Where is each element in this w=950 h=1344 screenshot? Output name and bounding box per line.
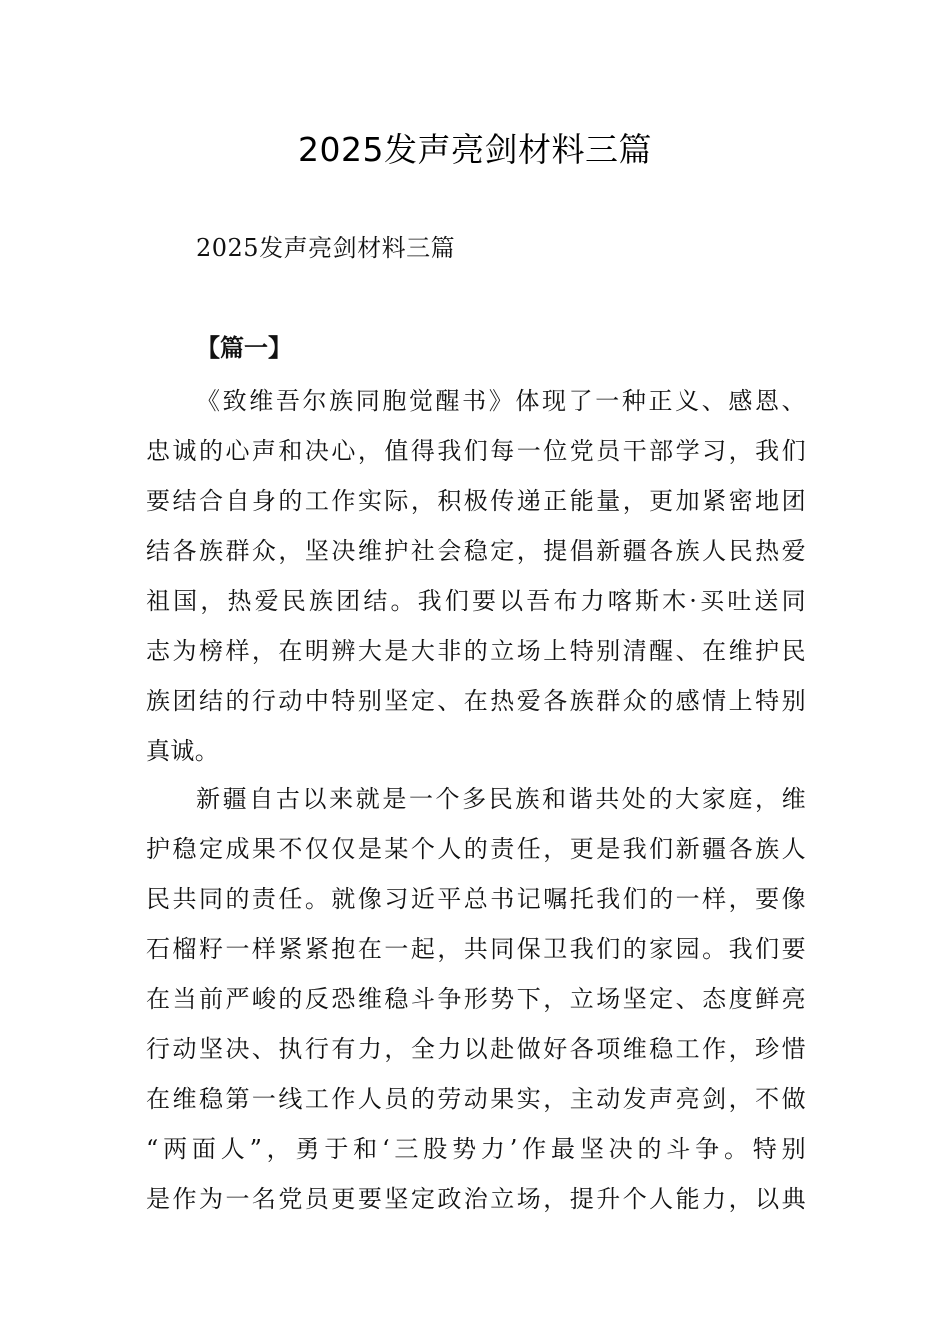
paragraph-line: 新疆自古以来就是一个多民族和谐共处的大家庭，维 (196, 785, 806, 813)
paragraph-line: 祖国，热爱民族团结。我们要以吾布力喀斯木·买吐送同 (146, 587, 806, 615)
paragraph-1 (146, 376, 806, 776)
paragraph-line: 真诚。 (146, 737, 220, 765)
paragraph-line: 族团结的行动中特别坚定、在热爱各族群众的感情上特别 (146, 687, 806, 715)
section-heading: 【篇一】 (196, 333, 292, 362)
paragraph-2 (146, 774, 806, 1224)
document-title: 2025发声亮剑材料三篇 (298, 130, 652, 169)
paragraph-line: 在维稳第一线工作人员的劳动果实，主动发声亮剑，不做 (146, 1085, 806, 1113)
paragraph-line: 行动坚决、执行有力，全力以赴做好各项维稳工作，珍惜 (146, 1035, 806, 1063)
paragraph-line: 志为榜样，在明辨大是大非的立场上特别清醒、在维护民 (146, 637, 806, 665)
paragraph-line: 石榴籽一样紧紧抱在一起，共同保卫我们的家园。我们要 (146, 935, 806, 963)
paragraph-line: 护稳定成果不仅仅是某个人的责任，更是我们新疆各族人 (146, 835, 806, 863)
document-subtitle: 2025发声亮剑材料三篇 (196, 234, 456, 262)
paragraph-line: 忠诚的心声和决心，值得我们每一位党员干部学习，我们 (146, 437, 806, 465)
paragraph-line: 要结合自身的工作实际，积极传递正能量，更加紧密地团 (146, 487, 806, 515)
paragraph-line: “两面人”，勇于和‘三股势力’作最坚决的斗争。特别 (146, 1135, 806, 1163)
paragraph-line: 《致维吾尔族同胞觉醒书》体现了一种正义、感恩、 (196, 387, 806, 415)
paragraph-line: 在当前严峻的反恐维稳斗争形势下，立场坚定、态度鲜亮 (146, 985, 806, 1013)
paragraph-line: 结各族群众，坚决维护社会稳定，提倡新疆各族人民热爱 (146, 537, 806, 565)
paragraph-line: 民共同的责任。就像习近平总书记嘱托我们的一样，要像 (146, 885, 806, 913)
paragraph-line: 是作为一名党员更要坚定政治立场，提升个人能力，以典 (146, 1185, 806, 1213)
